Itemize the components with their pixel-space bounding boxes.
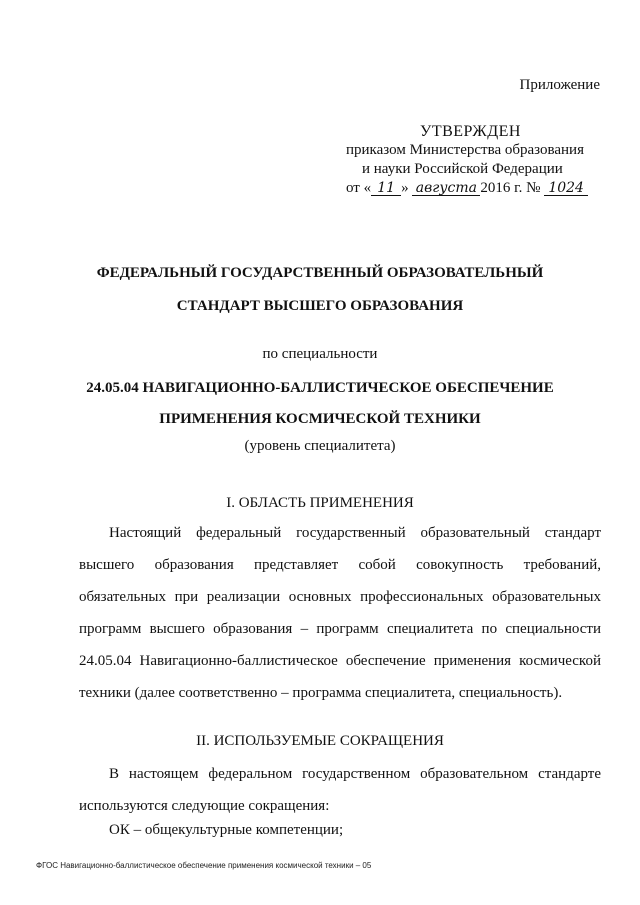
handwritten-month: августа (412, 181, 480, 196)
document-title-line-1: ФЕДЕРАЛЬНЫЙ ГОСУДАРСТВЕННЫЙ ОБРАЗОВАТЕЛЬНЫЙ (96, 265, 544, 281)
specialty-title-line-2: ПРИМЕНЕНИЯ КОСМИЧЕСКОЙ ТЕХНИКИ (159, 411, 481, 427)
approval-line-2: и науки Российской Федерации (362, 161, 563, 177)
specialty-title-line-1: 24.05.04 НАВИГАЦИОННО-БАЛЛИСТИЧЕСКОЕ ОБЕСПЕЧЕНИЕ (86, 380, 554, 396)
education-level: (уровень специалитета) (244, 438, 396, 454)
specialty-intro: по специальности (262, 346, 378, 362)
handwritten-order-number: 1024 (544, 181, 588, 196)
specialty-title (0, 373, 640, 435)
approval-date-line (346, 179, 606, 198)
date-year: 2016 г. № (480, 180, 541, 196)
document-title-line-2: СТАНДАРТ ВЫСШЕГО ОБРАЗОВАНИЯ (176, 298, 464, 314)
approval-block (346, 122, 606, 198)
handwritten-day: 11 (371, 181, 401, 196)
section-abbreviations-text (79, 758, 601, 822)
abbreviation-item: ОК – общекультурные компетенции; (109, 822, 344, 838)
abbreviations-paragraph: В настоящем федеральном государственном образовательном стандарте используются следующие сокращения: (79, 766, 601, 814)
scope-paragraph: Настоящий федеральный государственный образовательный стандарт высшего образования представляет собой совокупность требований, обязательных при реализации основных профессиональных образовательных программ высшего образования – программ специалитета по специальности 24.05.04 Навигационно-баллистическое обеспечение применения космической техники (далее соответственно – программа специалитета, специальность). (79, 525, 601, 701)
approved-heading: УТВЕРЖДЕН (420, 123, 521, 140)
page-footer: ФГОС Навигационно-баллистическое обеспечение применения космической техники – 05 (36, 861, 372, 870)
section-scope-text (79, 517, 601, 709)
section-heading-scope: I. ОБЛАСТЬ ПРИМЕНЕНИЯ (226, 495, 414, 511)
approval-line-1: приказом Министерства образования (346, 142, 584, 158)
date-prefix: от « (346, 180, 372, 196)
appendix-label: Приложение (519, 77, 600, 93)
section-heading-abbreviations: II. ИСПОЛЬЗУЕМЫЕ СОКРАЩЕНИЯ (196, 733, 444, 749)
document-title (0, 257, 640, 323)
date-mid: » (401, 180, 409, 196)
